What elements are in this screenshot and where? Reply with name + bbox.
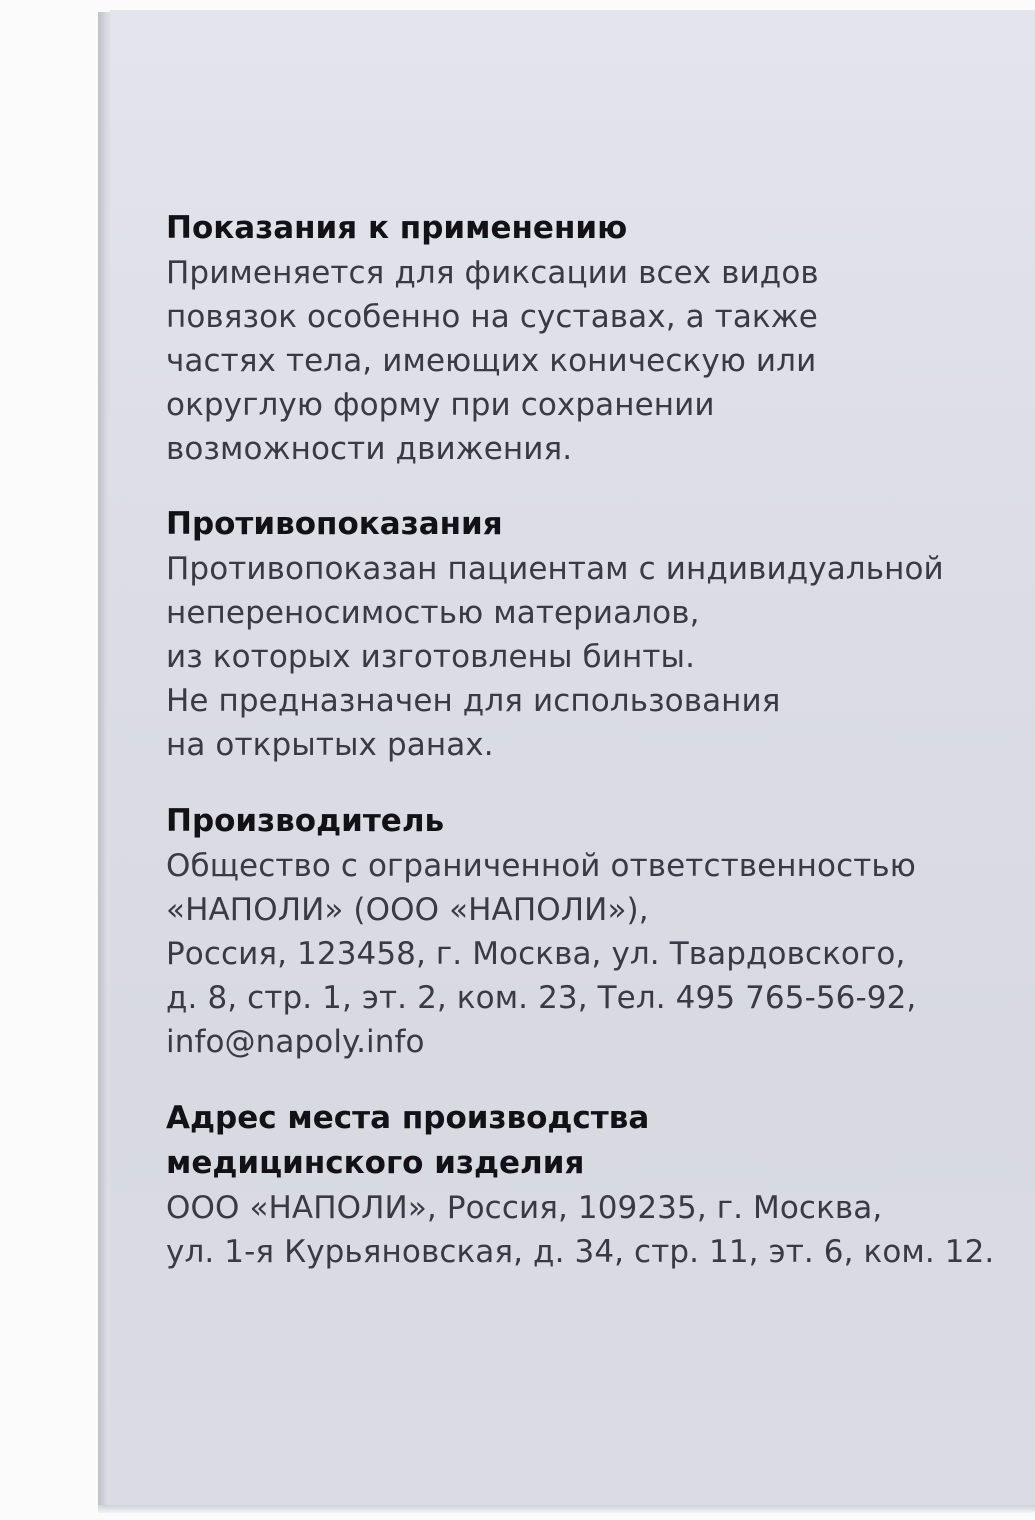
indications-line: округлую форму при сохранении xyxy=(166,387,715,423)
manufacturer-line: Россия, 123458, г. Москва, ул. Твардовского, xyxy=(166,936,906,972)
manufacturer-line: Общество с ограниченной ответственностью xyxy=(166,848,916,884)
production-address-line: ООО «НАПОЛИ», Россия, 109235, г. Москва, xyxy=(166,1190,883,1226)
production-address-heading: медицинского изделия xyxy=(166,1145,585,1181)
manufacturer-line: д. 8, стр. 1, эт. 2, ком. 23, Тел. 495 765-56-92, xyxy=(166,980,917,1016)
indications-line: Применяется для фиксации всех видов xyxy=(166,255,819,291)
package-text-block xyxy=(166,206,996,1274)
contraindications-section xyxy=(166,502,996,767)
contraindications-line: Не предназначен для использования xyxy=(166,683,781,719)
contraindications-line: на открытых ранах. xyxy=(166,727,494,763)
manufacturer-heading: Производитель xyxy=(166,803,445,839)
indications-line: возможности движения. xyxy=(166,431,573,467)
production-address-heading: Адрес места производства xyxy=(166,1100,650,1136)
indications-heading: Показания к применению xyxy=(166,210,628,246)
production-address-line: ул. 1-я Курьяновская, д. 34, стр. 11, эт. 6, ком. 12. xyxy=(166,1234,995,1270)
production-address-section xyxy=(166,1096,996,1274)
manufacturer-email: info@napoly.info xyxy=(166,1024,425,1060)
indications-line: повязок особенно на суставах, а также xyxy=(166,299,818,335)
indications-line: частях тела, имеющих коническую или xyxy=(166,343,817,379)
contraindications-line: непереносимостью материалов, xyxy=(166,595,700,631)
contraindications-line: из которых изготовлены бинты. xyxy=(166,639,696,675)
manufacturer-section xyxy=(166,799,996,1064)
indications-section xyxy=(166,206,996,471)
contraindications-heading: Противопоказания xyxy=(166,506,503,542)
package-bottom-shadow xyxy=(98,1505,1035,1513)
contraindications-line: Противопоказан пациентам с индивидуальной xyxy=(166,551,944,587)
manufacturer-line: «НАПОЛИ» (ООО «НАПОЛИ»), xyxy=(166,892,649,928)
